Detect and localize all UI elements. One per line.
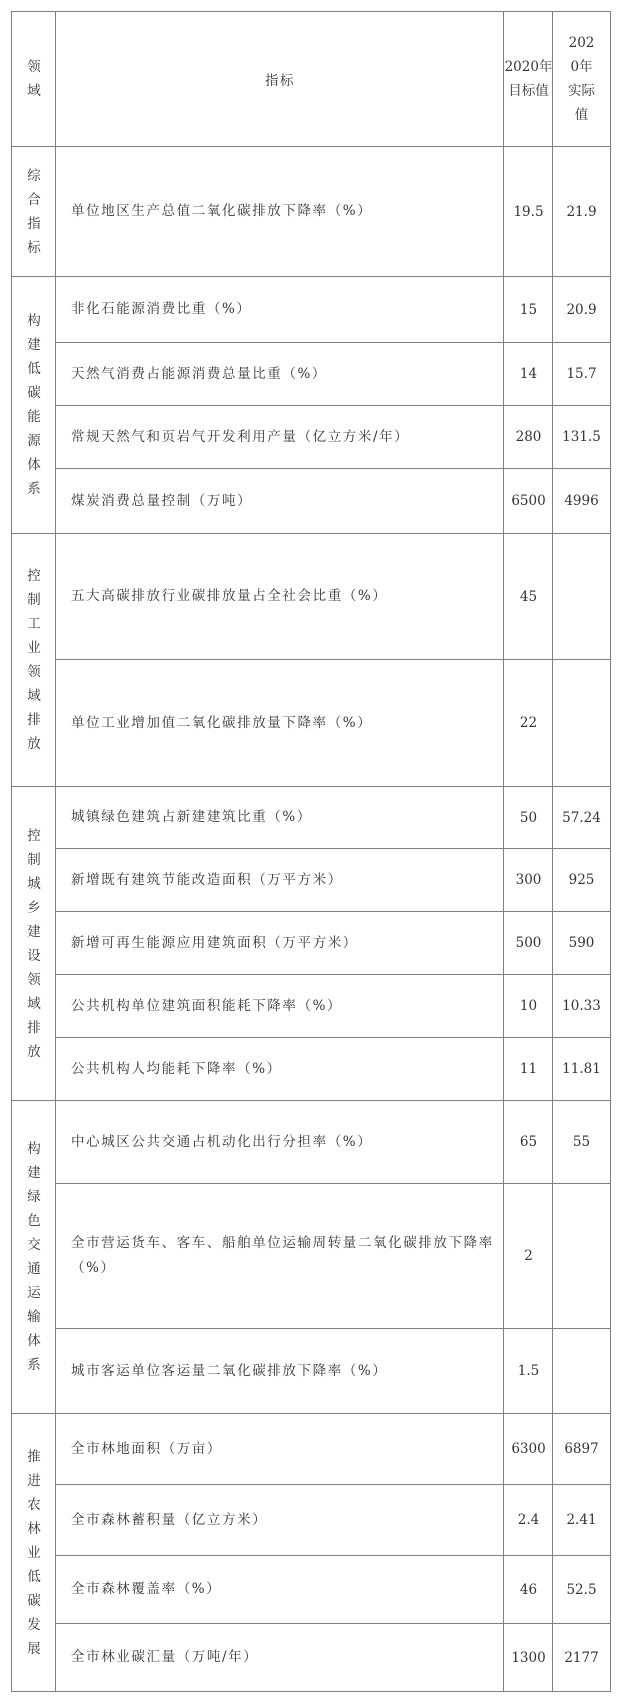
table-row-actual: 4996 xyxy=(564,493,599,509)
table-border-right xyxy=(610,11,611,1692)
row-divider xyxy=(12,146,611,147)
domain-comprehensive xyxy=(12,147,56,276)
header-actual-label: 2020年实际值 xyxy=(568,35,595,123)
row-divider xyxy=(56,974,611,975)
table-row-target: 500 xyxy=(515,935,542,951)
header-target xyxy=(504,12,553,146)
table-border-top xyxy=(12,11,611,12)
table-row-indicator: 单位地区生产总值二氧化碳排放下降率（%） xyxy=(71,203,373,219)
table-row-indicator: 单位工业增加值二氧化碳排放量下降率（%） xyxy=(71,714,373,731)
table-row-indicator: 五大高碳排放行业碳排放量占全社会比重（%） xyxy=(71,588,388,604)
table-row-target: 1.5 xyxy=(517,1363,540,1379)
table-row-indicator: 天然气消费占能源消费总量比重（%） xyxy=(71,365,328,382)
table-row-indicator: 城镇绿色建筑占新建建筑比重（%） xyxy=(71,809,312,825)
column-divider xyxy=(503,11,504,1692)
table-row-target: 46 xyxy=(519,1581,538,1598)
row-divider xyxy=(56,911,611,912)
domain-energy xyxy=(12,277,56,533)
domain-label: 控制城乡建设领域排放 xyxy=(27,827,41,1060)
table-row-indicator: 中心城区公共交通占机动化出行分担率（%） xyxy=(71,1133,373,1150)
row-divider xyxy=(56,1484,611,1485)
table-row-target: 2.4 xyxy=(517,1512,540,1528)
table-row-target: 50 xyxy=(519,809,538,826)
header-indicator-label: 指标 xyxy=(265,73,295,89)
table-row-indicator: 全市森林蓄积量（亿立方米） xyxy=(71,1511,268,1528)
table-row-actual: 925 xyxy=(568,872,595,888)
table-row-indicator: 全市营运货车、客车、船舶单位运输周转量二氧化碳排放下降率（%） xyxy=(71,1235,494,1276)
table-row-target: 2 xyxy=(524,1248,533,1264)
domain-forestry xyxy=(12,1414,56,1691)
table-row-target: 45 xyxy=(519,588,538,605)
row-divider xyxy=(12,533,611,534)
domain-label: 构建绿色交通运输体系 xyxy=(27,1141,41,1373)
domain-label: 控制工业领域排放 xyxy=(27,568,41,752)
table-row-indicator: 公共机构单位建筑面积能耗下降率（%） xyxy=(71,997,343,1014)
domain-industry xyxy=(12,534,56,786)
row-divider xyxy=(56,1183,611,1184)
table-row-actual: 20.9 xyxy=(566,301,597,318)
table-row-indicator: 全市林地面积（万亩） xyxy=(71,1440,222,1457)
row-divider xyxy=(12,1100,611,1101)
table-row-actual: 21.9 xyxy=(566,203,597,220)
table-row-target: 6300 xyxy=(511,1441,546,1457)
domain-transport xyxy=(12,1101,56,1413)
row-divider xyxy=(56,468,611,469)
table-row-actual: 55 xyxy=(572,1134,591,1150)
table-row-actual xyxy=(553,534,610,659)
table-row-actual: 6897 xyxy=(564,1441,599,1457)
row-divider xyxy=(56,342,611,343)
table-row-indicator: 常规天然气和页岩气开发利用产量（亿立方米/年） xyxy=(71,428,410,445)
table-row-actual: 52.5 xyxy=(566,1581,597,1598)
column-divider xyxy=(552,11,553,1692)
row-divider xyxy=(12,276,611,277)
table-row-target: 14 xyxy=(519,366,538,382)
table-row-target: 15 xyxy=(519,301,538,318)
table-row-actual: 2177 xyxy=(564,1649,599,1666)
table-row-indicator: 煤炭消费总量控制（万吨） xyxy=(71,492,253,509)
table-border-bottom xyxy=(12,1691,611,1692)
row-divider xyxy=(56,405,611,406)
table-row-actual: 11.81 xyxy=(562,1061,601,1077)
table-row-indicator: 全市林业碳汇量（万吨/年） xyxy=(71,1649,259,1665)
table-row-indicator: 新增可再生能源应用建筑面积（万平方米） xyxy=(71,934,358,951)
table-row-indicator: 城市客运单位客运量二氧化碳排放下降率（%） xyxy=(71,1362,388,1379)
header-indicator xyxy=(56,12,504,146)
domain-label: 综合指标 xyxy=(27,167,41,256)
table-row-actual: 15.7 xyxy=(566,366,597,382)
header-target-label: 2020年目标值 xyxy=(504,59,553,99)
table-row-target: 300 xyxy=(515,872,542,888)
header-actual xyxy=(553,12,610,146)
table-row-target: 11 xyxy=(519,1061,538,1077)
table-row-target: 10 xyxy=(519,998,538,1014)
domain-label: 推进农林业低碳发展 xyxy=(27,1448,41,1657)
header-domain xyxy=(12,12,56,146)
table-row-target: 6500 xyxy=(511,493,546,509)
table-row-actual: 131.5 xyxy=(562,429,601,445)
table-row-indicator: 全市森林覆盖率（%） xyxy=(71,1581,222,1597)
table-border-left xyxy=(11,11,12,1692)
table-row-actual: 10.33 xyxy=(562,998,601,1014)
table-row-target: 1300 xyxy=(511,1649,546,1666)
row-divider xyxy=(56,1037,611,1038)
table-row-actual: 57.24 xyxy=(562,809,601,826)
table-row-actual xyxy=(553,1184,610,1328)
row-divider xyxy=(12,786,611,787)
table-row-target: 22 xyxy=(519,715,538,731)
row-divider xyxy=(56,1623,611,1624)
domain-label: 构建低碳能源体系 xyxy=(27,313,41,497)
row-divider xyxy=(56,659,611,660)
table-row-actual xyxy=(553,1329,610,1413)
row-divider xyxy=(56,1328,611,1329)
table-row-actual: 2.41 xyxy=(566,1512,597,1528)
header-domain-label: 领域 xyxy=(27,59,41,99)
table-row-actual xyxy=(553,660,610,786)
column-divider xyxy=(55,11,56,1692)
domain-building xyxy=(12,787,56,1100)
row-divider xyxy=(56,1555,611,1556)
table-row-indicator: 非化石能源消费比重（%） xyxy=(71,301,252,317)
row-divider xyxy=(56,848,611,849)
table-row-actual: 590 xyxy=(568,935,595,951)
table-row-indicator: 公共机构人均能耗下降率（%） xyxy=(71,1060,282,1077)
table-row-target: 65 xyxy=(519,1134,538,1150)
table-row-indicator: 新增既有建筑节能改造面积（万平方米） xyxy=(71,871,343,888)
table-row-target: 19.5 xyxy=(513,203,544,220)
table-row-target: 280 xyxy=(515,429,542,445)
row-divider xyxy=(12,1413,611,1414)
